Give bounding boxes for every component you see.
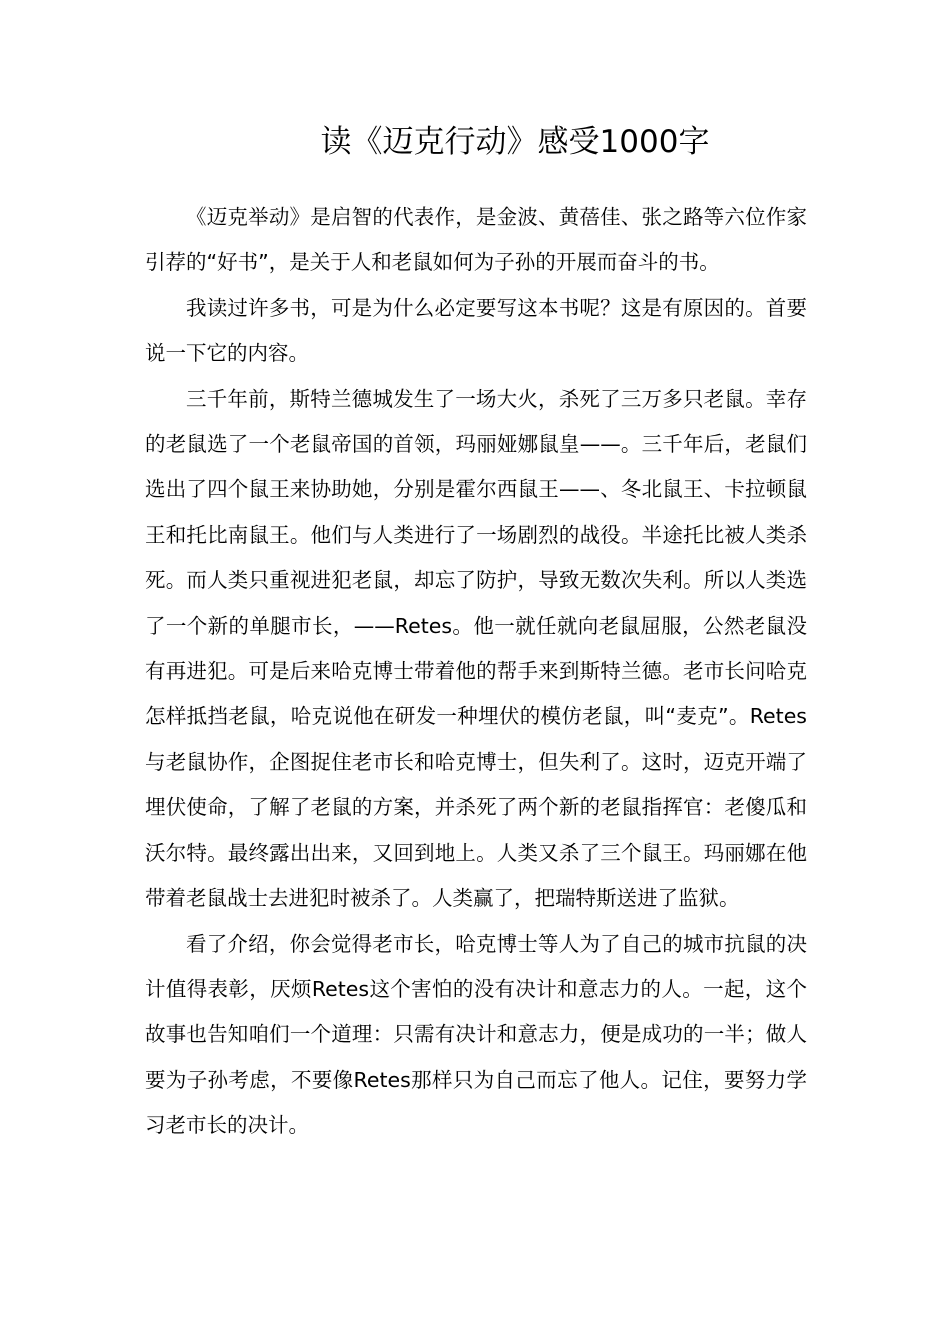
paragraph-reflection: 看了介绍，你会觉得老市长，哈克博士等人为了自己的城市抗鼠的决计值得表彰，厌烦Retes这个害怕的没有决计和意志力的人。一起，这个故事也告知咱们一个道理：只需有决计和意志力，便是成功的一半；做人要为子孙考虑，不要像Retes那样只为自己而忘了他人。记住，要努力学习老市长的决计。 [145, 931, 807, 1138]
paragraph-reason: 我读过许多书，可是为什么必定要写这本书呢？这是有原因的。首要说一下它的内容。 [145, 295, 807, 366]
paragraph-summary: 三千年前，斯特兰德城发生了一场大火，杀死了三万多只老鼠。幸存的老鼠选了一个老鼠帝国的首领，玛丽娅娜鼠皇——。三千年后，老鼠们选出了四个鼠王来协助她，分别是霍尔西鼠王——、冬北鼠王、卡拉顿鼠王和托比南鼠王。他们与人类进行了一场剧烈的战役。半途托比被人类杀死。而人类只重视进犯老鼠，却忘了防护，导致无数次失利。所以人类选了一个新的单腿市长，——Retes。他一就任就向老鼠屈服，公然老鼠没有再进犯。可是后来哈克博士带着他的帮手来到斯特兰德。老市长问哈克怎样抵挡老鼠，哈克说他在研发一种埋伏的模仿老鼠，叫“麦克”。Retes与老鼠协作，企图捉住老市长和哈克博士，但失利了。这时，迈克开端了埋伏使命，了解了老鼠的方案，并杀死了两个新的老鼠指挥官：老傻瓜和沃尔特。最终露出出来，又回到地上。人类又杀了三个鼠王。玛丽娜在他带着老鼠战士去进犯时被杀了。人类赢了，把瑞特斯送进了监狱。 [145, 386, 807, 911]
paragraph-intro: 《迈克举动》是启智的代表作，是金波、黄蓓佳、张之路等六位作家引荐的“好书”，是关于人和老鼠如何为子孙的开展而奋斗的书。 [145, 205, 807, 275]
document-title: 读《迈克行动》感受1000字 [320, 124, 710, 160]
document-body [145, 195, 807, 1149]
